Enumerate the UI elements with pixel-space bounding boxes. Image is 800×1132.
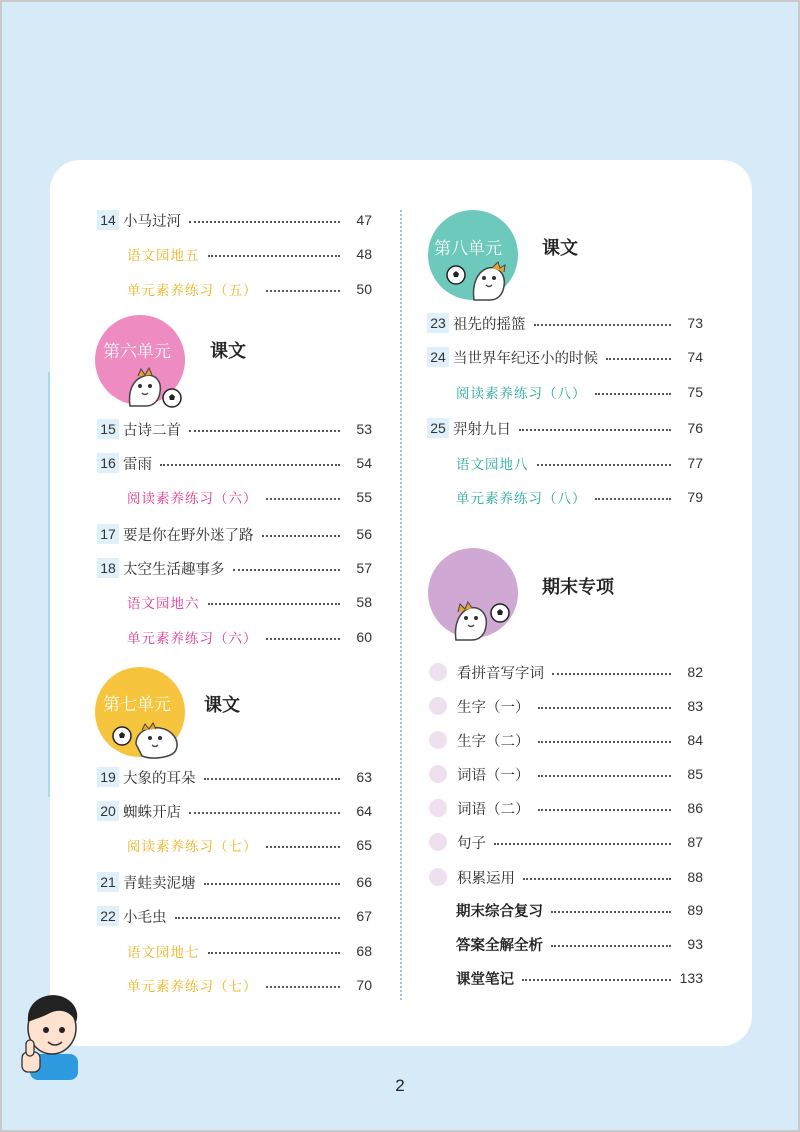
lesson-title: 词语（一） — [457, 767, 530, 784]
page-ref: 77 — [687, 455, 703, 471]
lesson-title: 大象的耳朵 — [123, 770, 196, 787]
page-ref: 76 — [687, 420, 703, 436]
toc-row[interactable] — [427, 344, 703, 370]
dot-leader — [233, 569, 341, 571]
dot-leader — [595, 498, 672, 500]
dinosaur-mascot-icon — [124, 362, 166, 408]
dot-leader — [266, 986, 341, 988]
lesson-title: 语文园地八 — [456, 457, 529, 473]
page-ref: 57 — [356, 560, 372, 576]
dot-leader — [266, 290, 341, 292]
toc-row[interactable] — [456, 965, 703, 991]
page-ref: 89 — [687, 902, 703, 918]
dot-leader — [175, 917, 341, 919]
toc-row[interactable] — [427, 829, 703, 855]
dot-leader — [266, 498, 341, 500]
page-ref: 64 — [356, 803, 372, 819]
lesson-title: 阅读素养练习（八） — [456, 386, 587, 402]
toc-row[interactable] — [97, 521, 372, 547]
dot-leader — [551, 945, 671, 947]
lesson-number: 16 — [97, 453, 119, 473]
bullet-dot — [429, 663, 447, 681]
page-ref: 73 — [687, 315, 703, 331]
toc-row[interactable] — [127, 241, 372, 267]
bullet-dot — [429, 765, 447, 783]
page-ref: 85 — [687, 766, 703, 782]
lesson-title: 太空生活趣事多 — [123, 561, 225, 578]
page-ref: 83 — [687, 698, 703, 714]
toc-row[interactable] — [97, 555, 372, 581]
toc-row[interactable] — [427, 659, 703, 685]
dot-leader — [523, 878, 671, 880]
lesson-title: 语文园地六 — [127, 596, 200, 612]
dot-leader — [189, 812, 340, 814]
toc-row[interactable] — [427, 310, 703, 336]
bullet-dot — [429, 731, 447, 749]
lesson-number: 20 — [97, 801, 119, 821]
dot-leader — [189, 221, 340, 223]
bullet-dot — [429, 833, 447, 851]
dinosaur-mascot-icon — [468, 256, 508, 302]
page-ref: 87 — [687, 834, 703, 850]
page-ref: 54 — [356, 455, 372, 471]
lesson-number: 17 — [97, 524, 119, 544]
page-ref: 58 — [356, 594, 372, 610]
lesson-number: 14 — [97, 210, 119, 230]
column-divider — [400, 210, 402, 1000]
page-ref: 70 — [356, 977, 372, 993]
unit6-label: 第六单元 — [103, 342, 171, 362]
lesson-title: 要是你在野外迷了路 — [123, 527, 254, 544]
lesson-number: 19 — [97, 767, 119, 787]
lesson-title: 青蛙卖泥塘 — [123, 875, 196, 892]
lesson-title: 单元素养练习（五） — [127, 283, 258, 299]
lesson-number: 21 — [97, 872, 119, 892]
lesson-title: 期末综合复习 — [456, 903, 543, 920]
toc-row[interactable] — [456, 484, 703, 510]
dot-leader — [534, 324, 672, 326]
dot-leader — [204, 883, 341, 885]
lesson-number: 25 — [427, 418, 449, 438]
dot-leader — [551, 911, 671, 913]
toc-row[interactable] — [427, 415, 703, 441]
unit6-kewen: 课文 — [210, 341, 246, 362]
final-title: 期末专项 — [542, 577, 614, 598]
lesson-number: 15 — [97, 419, 119, 439]
dot-leader — [208, 603, 341, 605]
dinosaur-mascot-icon — [450, 596, 490, 642]
page-ref: 79 — [687, 489, 703, 505]
lesson-title: 生字（一） — [457, 699, 530, 716]
page-number: 2 — [395, 1076, 405, 1095]
page-ref: 55 — [356, 489, 372, 505]
toc-row[interactable] — [97, 798, 372, 824]
page-ref: 88 — [687, 869, 703, 885]
unit7-label: 第七单元 — [103, 695, 171, 715]
lesson-title: 当世界年纪还小的时候 — [453, 350, 598, 367]
dot-leader — [538, 707, 672, 709]
page-ref: 82 — [687, 664, 703, 680]
soccer-ball-icon — [446, 265, 466, 285]
page-ref: 48 — [356, 246, 372, 262]
dot-leader — [595, 393, 672, 395]
bullet-dot — [429, 799, 447, 817]
lesson-title: 语文园地五 — [127, 248, 200, 264]
dot-leader — [266, 638, 341, 640]
lesson-title: 生字（二） — [457, 733, 530, 750]
lesson-title: 蜘蛛开店 — [123, 804, 181, 821]
toc-row[interactable] — [127, 276, 372, 302]
lesson-title: 阅读素养练习（七） — [127, 839, 258, 855]
toc-row[interactable] — [456, 931, 703, 957]
lesson-title: 单元素养练习（七） — [127, 979, 258, 995]
toc-row[interactable] — [97, 207, 372, 233]
page-ref: 60 — [356, 629, 372, 645]
page-ref: 56 — [356, 526, 372, 542]
toc-row[interactable] — [97, 903, 372, 929]
lesson-number: 18 — [97, 558, 119, 578]
toc-row[interactable] — [127, 484, 372, 510]
dot-leader — [208, 255, 341, 257]
lesson-title: 词语（二） — [457, 801, 530, 818]
dot-leader — [160, 464, 340, 466]
page-ref: 67 — [356, 908, 372, 924]
dot-leader — [262, 535, 341, 537]
dot-leader — [538, 809, 672, 811]
lesson-title: 看拼音写字词 — [457, 665, 544, 682]
lesson-title: 祖先的摇篮 — [453, 316, 526, 333]
soccer-ball-icon — [162, 388, 182, 408]
lesson-title: 雷雨 — [123, 456, 152, 473]
toc-row[interactable] — [97, 869, 372, 895]
soccer-ball-icon — [490, 603, 510, 623]
page-ref: 86 — [687, 800, 703, 816]
dot-leader — [522, 979, 671, 981]
toc-row[interactable] — [97, 416, 372, 442]
page-ref: 65 — [356, 837, 372, 853]
toc-row[interactable] — [127, 832, 372, 858]
bullet-dot — [429, 697, 447, 715]
bullet-dot — [429, 868, 447, 886]
lesson-title: 小马过河 — [123, 213, 181, 230]
toc-row[interactable] — [427, 864, 703, 890]
lesson-title: 小毛虫 — [123, 909, 167, 926]
page-ref: 53 — [356, 421, 372, 437]
toc-row[interactable] — [456, 379, 703, 405]
page-ref: 50 — [356, 281, 372, 297]
page-ref: 47 — [356, 212, 372, 228]
dot-leader — [189, 430, 340, 432]
dot-leader — [552, 673, 671, 675]
lesson-title: 句子 — [457, 835, 486, 852]
toc-row[interactable] — [127, 938, 372, 964]
dot-leader — [519, 429, 671, 431]
page-ref: 63 — [356, 769, 372, 785]
toc-row[interactable] — [127, 589, 372, 615]
lesson-title: 古诗二首 — [123, 422, 181, 439]
page-ref: 74 — [687, 349, 703, 365]
dot-leader — [538, 741, 672, 743]
unit8-kewen: 课文 — [542, 238, 578, 259]
dot-leader — [204, 778, 341, 780]
toc-row[interactable] — [127, 624, 372, 650]
soccer-ball-icon — [112, 726, 132, 746]
dot-leader — [494, 843, 671, 845]
lesson-title: 积累运用 — [457, 870, 515, 887]
toc-row[interactable] — [427, 761, 703, 787]
page-ref: 75 — [687, 384, 703, 400]
page-ref: 68 — [356, 943, 372, 959]
page-ref: 93 — [687, 936, 703, 952]
dot-leader — [538, 775, 672, 777]
lesson-title: 单元素养练习（六） — [127, 631, 258, 647]
dinosaur-mascot-icon — [132, 720, 182, 760]
dot-leader — [606, 358, 671, 360]
toc-row[interactable] — [127, 972, 372, 998]
unit7-kewen: 课文 — [204, 695, 240, 716]
lesson-title: 语文园地七 — [127, 945, 200, 961]
toc-row[interactable] — [427, 693, 703, 719]
unit8-label: 第八单元 — [434, 239, 502, 259]
dot-leader — [266, 846, 341, 848]
lesson-title: 阅读素养练习（六） — [127, 491, 258, 507]
thumbs-up-boy-icon — [18, 992, 84, 1080]
dot-leader — [537, 464, 672, 466]
toc-row[interactable] — [427, 795, 703, 821]
lesson-title: 单元素养练习（八） — [456, 491, 587, 507]
lesson-number: 24 — [427, 347, 449, 367]
toc-row[interactable] — [456, 450, 703, 476]
lesson-title: 课堂笔记 — [456, 971, 514, 988]
toc-row[interactable] — [427, 727, 703, 753]
lesson-number: 22 — [97, 906, 119, 926]
page-ref: 66 — [356, 874, 372, 890]
lesson-title: 羿射九日 — [453, 421, 511, 438]
toc-row[interactable] — [456, 897, 703, 923]
toc-row[interactable] — [97, 764, 372, 790]
lesson-title: 答案全解全析 — [456, 937, 543, 954]
page-ref: 84 — [687, 732, 703, 748]
toc-row[interactable] — [97, 450, 372, 476]
page-ref: 133 — [679, 970, 703, 986]
dot-leader — [208, 952, 341, 954]
lesson-number: 23 — [427, 313, 449, 333]
